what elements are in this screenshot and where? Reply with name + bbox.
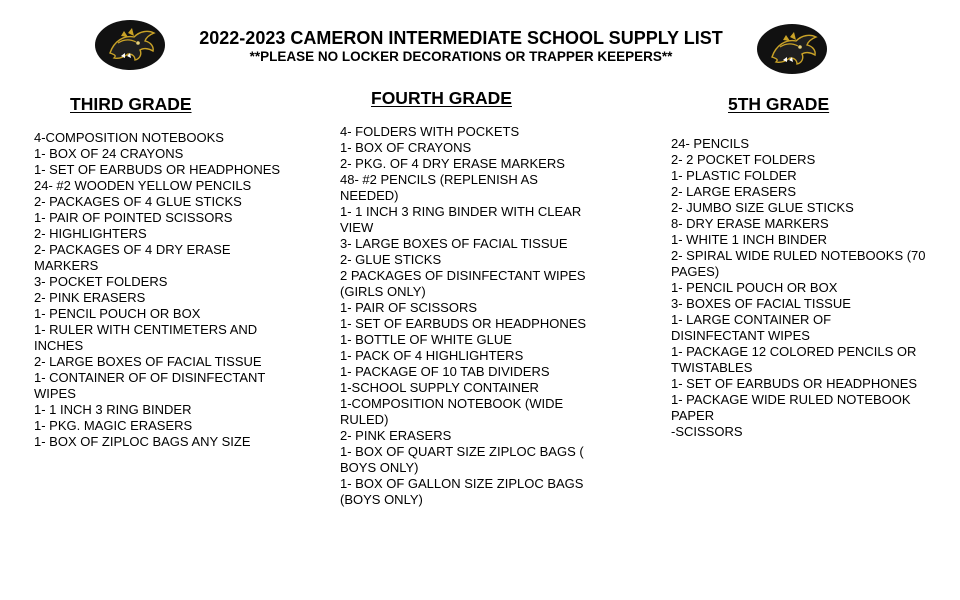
page-subtitle: **PLEASE NO LOCKER DECORATIONS OR TRAPPER KEEPERS** — [249, 49, 673, 64]
supply-item: 4- FOLDERS WITH POCKETS — [340, 124, 520, 139]
supply-item: 1- SET OF EARBUDS OR HEADPHONES — [34, 162, 281, 177]
supply-item: 3- POCKET FOLDERS — [34, 274, 168, 289]
supply-item: 1- PACKAGE WIDE RULED NOTEBOOK PAPER — [671, 392, 911, 423]
supply-item: 1- WHITE 1 INCH BINDER — [671, 232, 828, 247]
supply-item: 1- PKG. MAGIC ERASERS — [34, 418, 193, 433]
third-grade-supply-list — [34, 130, 282, 450]
supply-item: 3- BOXES OF FACIAL TISSUE — [671, 296, 851, 311]
supply-item: 1-COMPOSITION NOTEBOOK (WIDE RULED) — [340, 396, 564, 427]
supply-item: 1-SCHOOL SUPPLY CONTAINER — [340, 380, 539, 395]
supply-item: 2- LARGE BOXES OF FACIAL TISSUE — [34, 354, 262, 369]
supply-item: 2- PACKAGES OF 4 GLUE STICKS — [34, 194, 242, 209]
supply-item: 1- SET OF EARBUDS OR HEADPHONES — [340, 316, 587, 331]
supply-item: 1- PLASTIC FOLDER — [671, 168, 797, 183]
supply-item: 2- PINK ERASERS — [34, 290, 146, 305]
supply-item: 2- SPIRAL WIDE RULED NOTEBOOKS (70 PAGES) — [671, 248, 926, 279]
supply-item: 1- PAIR OF SCISSORS — [340, 300, 478, 315]
supply-item: 4-COMPOSITION NOTEBOOKS — [34, 130, 224, 145]
supply-item: 2- PACKAGES OF 4 DRY ERASE MARKERS — [34, 242, 231, 273]
supply-item: 1- BOTTLE OF WHITE GLUE — [340, 332, 512, 347]
supply-item: 1- BOX OF ZIPLOC BAGS ANY SIZE — [34, 434, 251, 449]
supply-item: 1- LARGE CONTAINER OF DISINFECTANT WIPES — [671, 312, 832, 343]
supply-item: 24- #2 WOODEN YELLOW PENCILS — [34, 178, 252, 193]
supply-item: 2 PACKAGES OF DISINFECTANT WIPES (GIRLS ONLY) — [340, 268, 586, 299]
fourth-grade-heading: FOURTH GRADE — [371, 88, 512, 108]
supply-item: 1- BOX OF QUART SIZE ZIPLOC BAGS ( BOYS ONLY) — [340, 444, 584, 475]
supply-item: 1- PACKAGE 12 COLORED PENCILS OR TWISTABLES — [671, 344, 917, 375]
supply-item: 3- LARGE BOXES OF FACIAL TISSUE — [340, 236, 568, 251]
supply-item: 2- PKG. OF 4 DRY ERASE MARKERS — [340, 156, 565, 171]
supply-item: 2- JUMBO SIZE GLUE STICKS — [671, 200, 854, 215]
supply-item: 2- HIGHLIGHTERS — [34, 226, 147, 241]
fourth-grade-supply-list — [340, 124, 588, 508]
supply-item: 1- PENCIL POUCH OR BOX — [671, 280, 838, 295]
supply-item: 48- #2 PENCILS (REPLENISH AS NEEDED) — [340, 172, 538, 203]
page-title: 2022-2023 CAMERON INTERMEDIATE SCHOOL SUPPLY LIST — [199, 28, 723, 48]
supply-item: -SCISSORS — [671, 424, 743, 439]
supply-item: 1- 1 INCH 3 RING BINDER WITH CLEAR VIEW — [340, 204, 582, 235]
supply-item: 2- GLUE STICKS — [340, 252, 442, 267]
supply-item: 2- LARGE ERASERS — [671, 184, 796, 199]
third-grade-heading: THIRD GRADE — [70, 94, 192, 114]
supply-item: 1- SET OF EARBUDS OR HEADPHONES — [671, 376, 918, 391]
supply-item: 1- BOX OF GALLON SIZE ZIPLOC BAGS (BOYS ONLY) — [340, 476, 584, 507]
supply-item: 24- PENCILS — [671, 136, 750, 151]
supply-item: 1- PENCIL POUCH OR BOX — [34, 306, 201, 321]
supply-item: 2- PINK ERASERS — [340, 428, 452, 443]
supply-item: 1- RULER WITH CENTIMETERS AND INCHES — [34, 322, 258, 353]
fifth-grade-supply-list — [671, 136, 927, 440]
supply-item: 1- BOX OF 24 CRAYONS — [34, 146, 184, 161]
supply-item: 1- PACK OF 4 HIGHLIGHTERS — [340, 348, 524, 363]
supply-item: 1- BOX OF CRAYONS — [340, 140, 472, 155]
supply-item: 1- CONTAINER OF OF DISINFECTANT WIPES — [34, 370, 266, 401]
supply-item: 8- DRY ERASE MARKERS — [671, 216, 829, 231]
supply-item: 1- PACKAGE OF 10 TAB DIVIDERS — [340, 364, 550, 379]
supply-item: 1- PAIR OF POINTED SCISSORS — [34, 210, 233, 225]
supply-item: 1- 1 INCH 3 RING BINDER — [34, 402, 192, 417]
supply-item: 2- 2 POCKET FOLDERS — [671, 152, 816, 167]
fifth-grade-heading: 5TH GRADE — [728, 94, 830, 114]
